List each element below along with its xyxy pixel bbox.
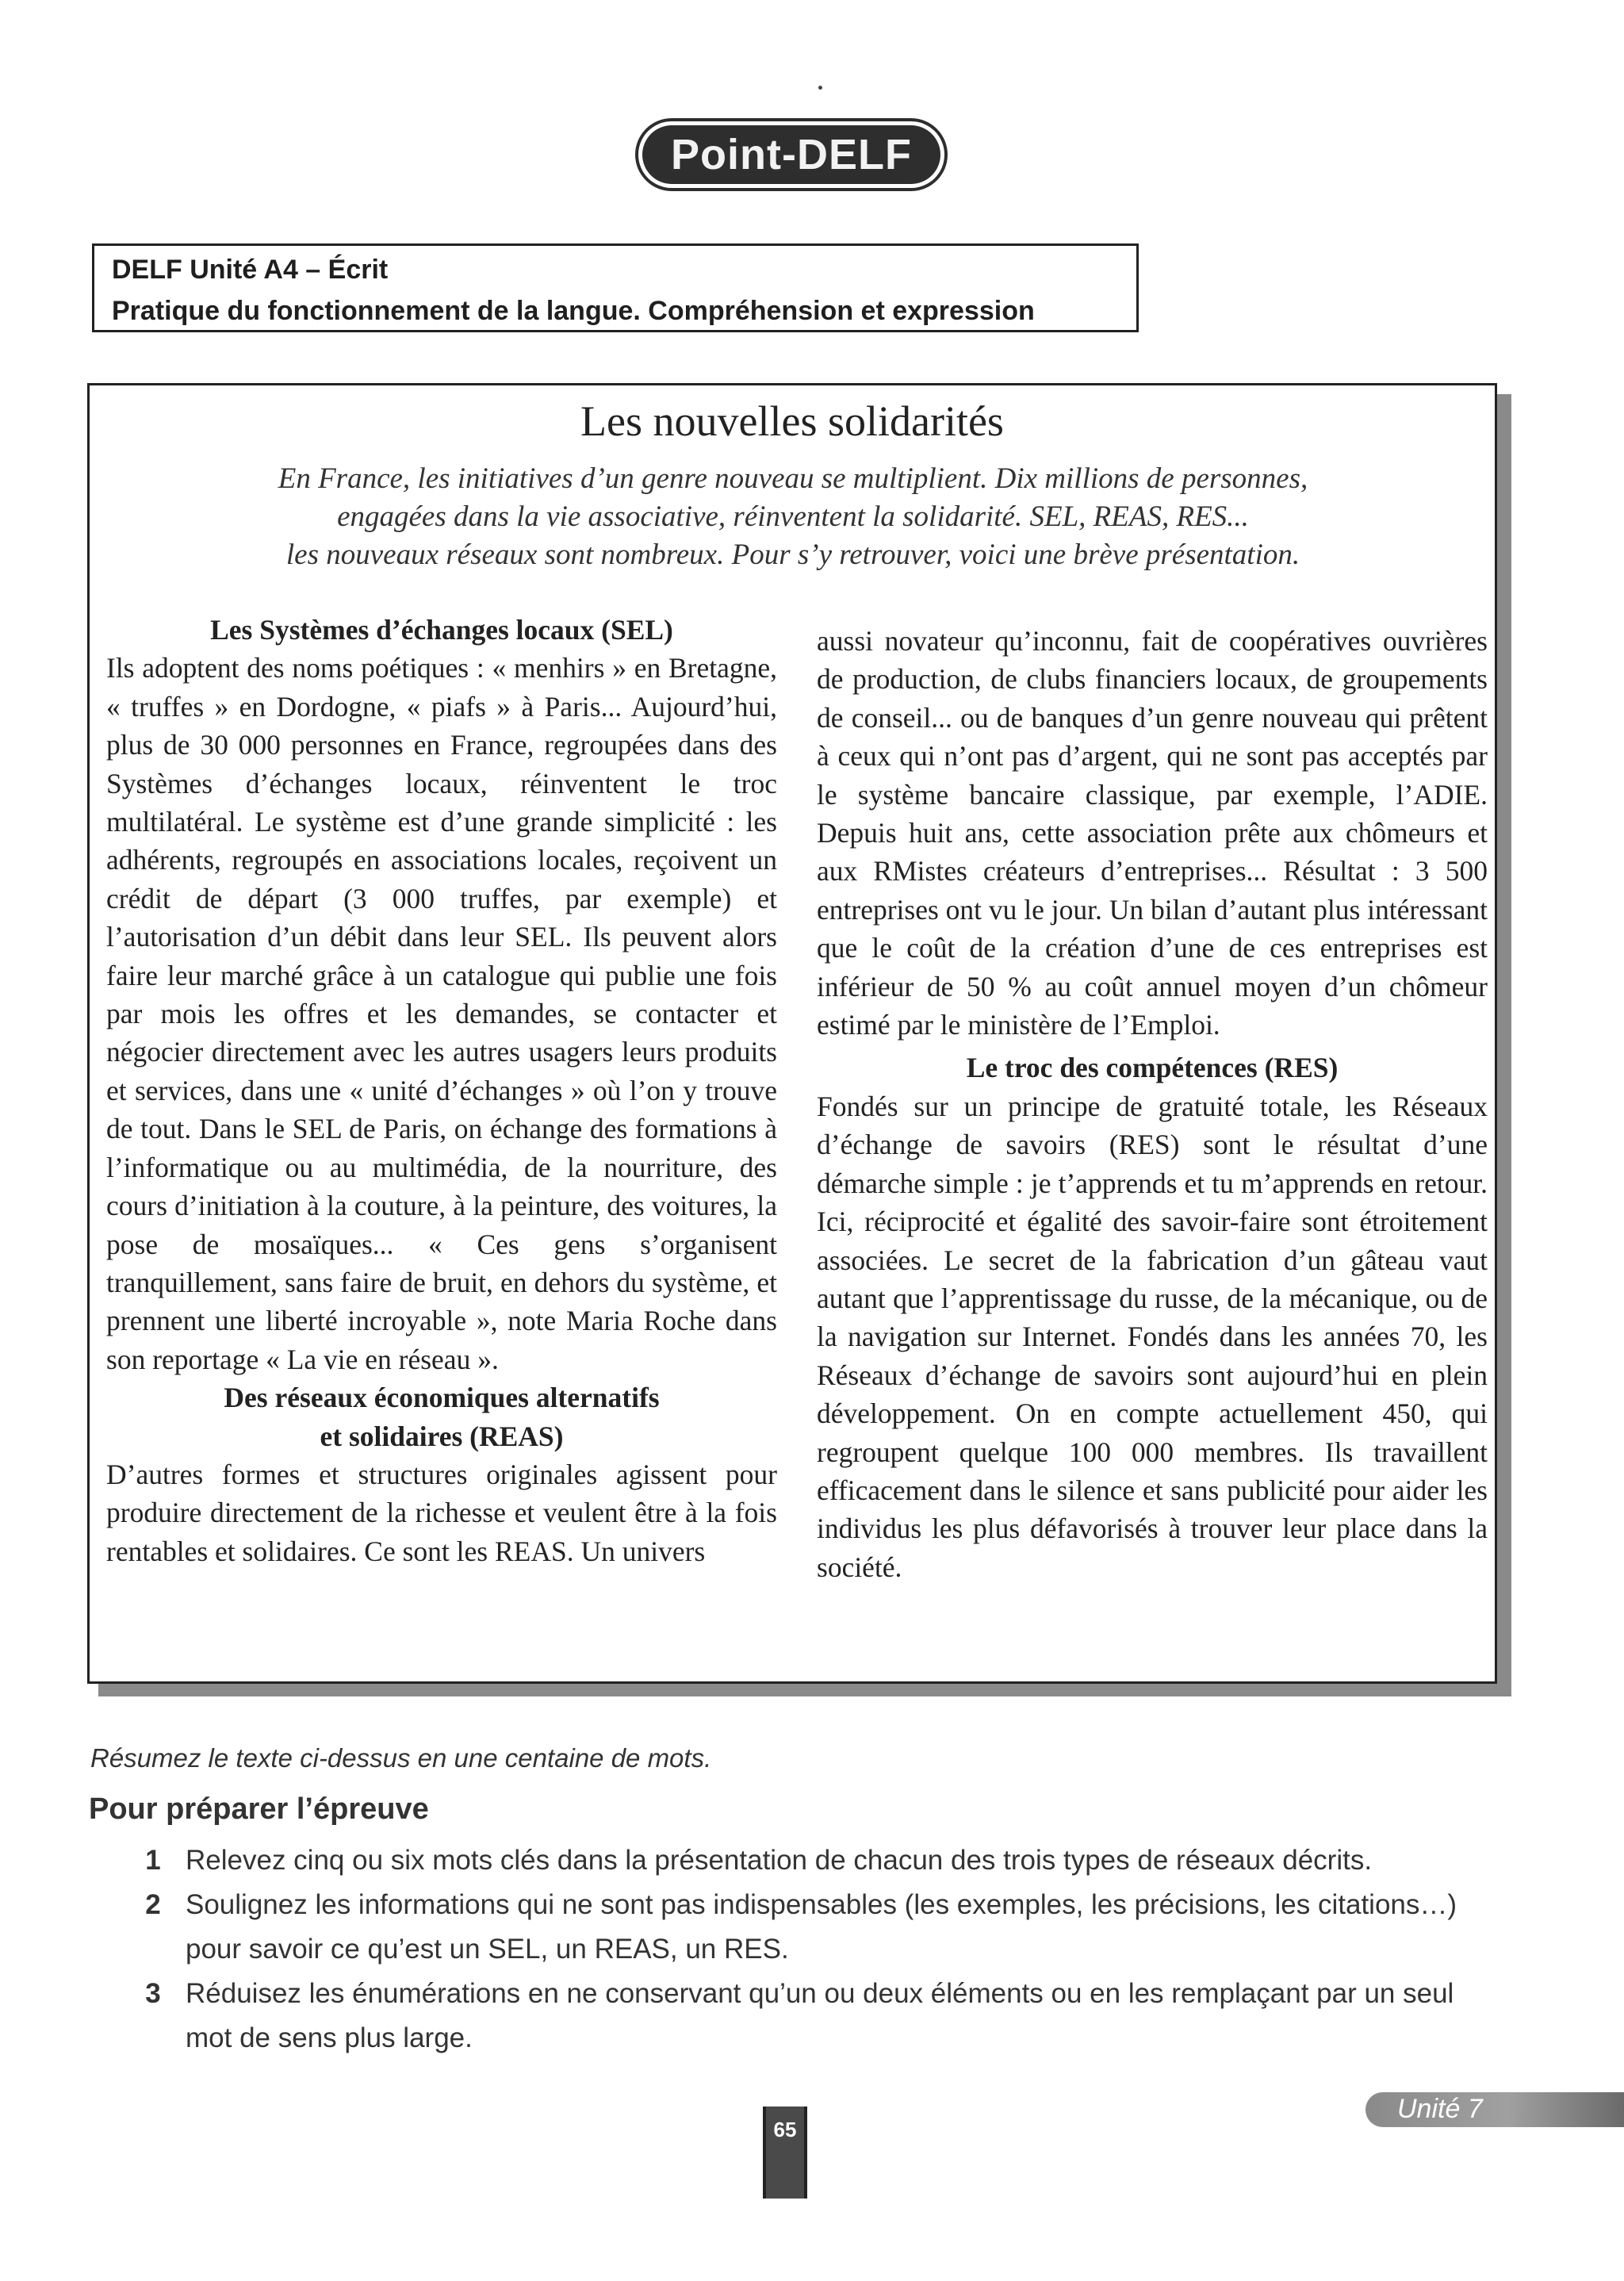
- prepare-heading: Pour préparer l’épreuve: [89, 1792, 429, 1826]
- page-number: 65: [773, 2118, 797, 2141]
- step-item: [127, 1838, 1491, 1883]
- article-column-right: [817, 622, 1488, 1586]
- article-column-left: [106, 611, 777, 1570]
- intro-line: les nouveaux réseaux sont nombreux. Pour s’y retrouver, voici une brève présentation.: [285, 539, 1300, 571]
- step-number: 3: [145, 1978, 161, 2009]
- summary-instruction: Résumez le texte ci-dessus en une centaine de mots.: [90, 1743, 712, 1773]
- article-intro: [182, 460, 1404, 574]
- sel-paragraph: Ils adoptent des noms poétiques : « menhirs » en Bretagne, « truffes » en Dordogne, « piafs » à Paris... Aujourd’hui, plus de 30 000 personnes en France, regroupées dans des Systèmes d’échanges locaux, réinventent le troc multilatéral. Le système est d’une grande simplicité : les adhérents, regroupés en associations locales, reçoivent un crédit de départ (3 000 truffes, par exemple) et l’autorisation d’un débit dans leur SEL. Ils peuvent alors faire leur marché grâce à un catalogue qui publie une fois par mois les offres et les demandes, se contacter et négocier directement avec les autres usagers leurs produits et services, dans une « unité d’échanges » où l’on y trouve de tout. Dans le SEL de Paris, on échange des formations à l’informatique ou au multimédia, de la nourriture, des cours d’initiation à la couture, à la peinture, des voitures, la pose de mosaïques... « Ces gens s’organisent tranquillement, sans faire de bruit, en dehors du système, et prennent une liberté incroyable », note Maria Roche dans son reportage « La vie en réseau ».: [106, 652, 777, 1375]
- intro-line: En France, les initiatives d’un genre nouveau se multiplient. Dix millions de personnes,: [278, 462, 1308, 495]
- step-text: Soulignez les informations qui ne sont pas indispensables (les exemples, les précisions, les citations…) pour savoir ce qu’est un SEL, un REAS, un RES.: [186, 1889, 1457, 1965]
- step-text: Réduisez les énumérations en ne conservant qu’un ou deux éléments ou en les remplaçant par un seul mot de sens plus large.: [186, 1978, 1454, 2053]
- step-text: Relevez cinq ou six mots clés dans la présentation de chacun des trois types de réseaux décrits.: [186, 1845, 1373, 1876]
- point-delf-badge: [642, 125, 940, 184]
- intro-line: engagées dans la vie associative, réinventent la solidarité. SEL, REAS, RES...: [337, 500, 1249, 533]
- res-paragraph: Fondés sur un principe de gratuité totale, les Réseaux d’échange de savoirs (RES) sont le résultat d’une démarche simple : je t’apprends et tu m’apprends en retour. Ici, réciprocité et égalité des savoir-faire sont étroitement associées. Le secret de la fabrication d’un gâteau vaut autant que l’apprentissage du russe, de la mécanique, ou de la navigation sur Internet. Fondés dans les années 70, les Réseaux d’échange de savoirs sont aujourd’hui en plein développement. On en compte actuellement 450, qui regroupent quelque 100 000 membres. Ils travaillent efficacement dans le silence et sans publicité pour aider les individus les plus défavorisés à trouver leur place dans la société.: [817, 1090, 1488, 1583]
- step-item: [127, 1883, 1491, 1972]
- step-number: 2: [145, 1889, 161, 1920]
- frame-shadow-right: [1497, 394, 1511, 1695]
- delf-header-box: [92, 243, 1139, 332]
- unit-tab: [1365, 2092, 1624, 2127]
- step-item: [127, 1972, 1491, 2061]
- reas-paragraph: D’autres formes et structures originales agissent pour produire directement de la richesse et veulent être à la fois rentables et solidaires. Ce sont les REAS. Un univers: [106, 1458, 777, 1567]
- delf-unit-line: DELF Unité A4 – Écrit: [112, 255, 389, 285]
- article-title: Les nouvelles solidarités: [580, 397, 1004, 445]
- step-number: 1: [145, 1845, 161, 1876]
- reas-heading-line-1: Des réseaux économiques alternatifs: [224, 1382, 660, 1414]
- scan-speck: [818, 86, 822, 90]
- delf-skill-line: Pratique du fonctionnement de la langue. Compréhension et expression: [112, 296, 1035, 326]
- sel-heading: Les Systèmes d’échanges locaux (SEL): [210, 614, 673, 646]
- badge-label: Point-DELF: [671, 131, 912, 178]
- unit-label: Unité 7: [1397, 2094, 1483, 2124]
- frame-shadow-bottom: [98, 1684, 1511, 1696]
- page-number-tab: [763, 2107, 807, 2199]
- prepare-steps: [127, 1838, 1491, 2061]
- res-heading: Le troc des compétences (RES): [966, 1052, 1339, 1084]
- reas-paragraph-continued: aussi novateur qu’inconnu, fait de coopératives ouvrières de production, de clubs financiers locaux, de groupements de conseil... ou de banques d’un genre nouveau qui prêtent à ceux qui n’ont pas d’argent, qui ne sont pas acceptés par le système bancaire classique, par exemple, l’ADIE. Depuis huit ans, cette association prête aux chômeurs et aux RMistes créateurs d’entreprises... Résultat : 3 500 entreprises ont vu le jour. Un bilan d’autant plus intéressant que le coût de la création d’une de ces entreprises est inférieur de 50 % au coût annuel moyen d’un chômeur estimé par le ministère de l’Emploi.: [817, 625, 1488, 1041]
- reas-heading-line-2: et solidaires (REAS): [320, 1420, 564, 1452]
